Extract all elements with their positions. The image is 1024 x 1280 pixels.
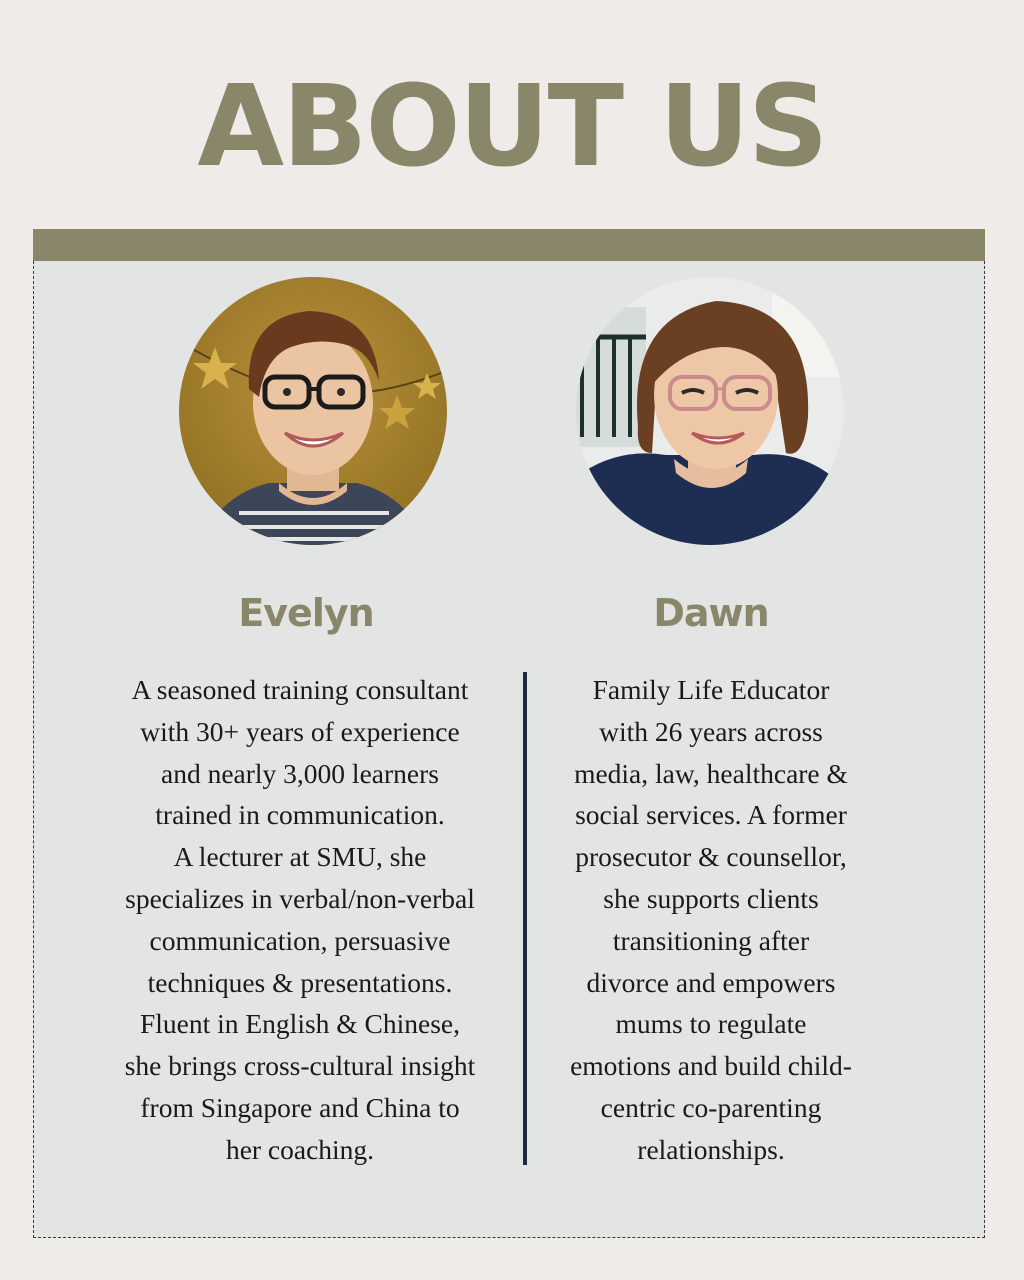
evelyn-name: Evelyn (238, 591, 374, 635)
bio-line: divorce and empowers (586, 966, 836, 998)
bio-line: with 26 years across (599, 715, 823, 747)
dawn-photo (576, 277, 844, 545)
bio-line: centric co-parenting (600, 1091, 822, 1123)
bio-line: media, law, healthcare & (574, 757, 848, 789)
bio-line: she supports clients (603, 882, 819, 914)
bio-line: Family Life Educator (592, 674, 830, 705)
bio-line: mums to regulate (615, 1008, 807, 1040)
evelyn-bio (92, 669, 508, 1171)
bio-line: techniques & presentations. (147, 966, 453, 998)
bio-line: with 30+ years of experience (140, 715, 460, 747)
bio-line: relationships. (637, 1133, 785, 1165)
evelyn-photo (179, 277, 447, 545)
bio-line: social services. A former (575, 799, 847, 831)
bio-line: communication, persuasive (149, 924, 451, 956)
bio-line: her coaching. (225, 1133, 375, 1165)
dawn-portrait-icon (576, 277, 844, 545)
bio-line: emotions and build child- (570, 1050, 852, 1082)
column-divider (523, 672, 527, 1165)
evelyn-portrait-icon (179, 277, 447, 545)
bio-line: A lecturer at SMU, she (173, 841, 427, 873)
bio-line: prosecutor & counsellor, (575, 841, 847, 873)
bio-line: she brings cross-cultural insight (124, 1050, 476, 1082)
bio-line: transitioning after (612, 924, 810, 956)
bio-line: and nearly 3,000 learners (161, 757, 439, 789)
dawn-bio (540, 669, 882, 1171)
bio-line: Fluent in English & Chinese, (139, 1008, 461, 1040)
bio-line: A seasoned training consultant (131, 674, 469, 705)
dawn-name: Dawn (653, 591, 769, 635)
header-bar (33, 229, 985, 261)
page-title: ABOUT US (197, 62, 827, 192)
bio-line: specializes in verbal/non-verbal (125, 882, 475, 914)
bio-line: trained in communication. (155, 799, 445, 831)
bio-line: from Singapore and China to (140, 1091, 460, 1123)
